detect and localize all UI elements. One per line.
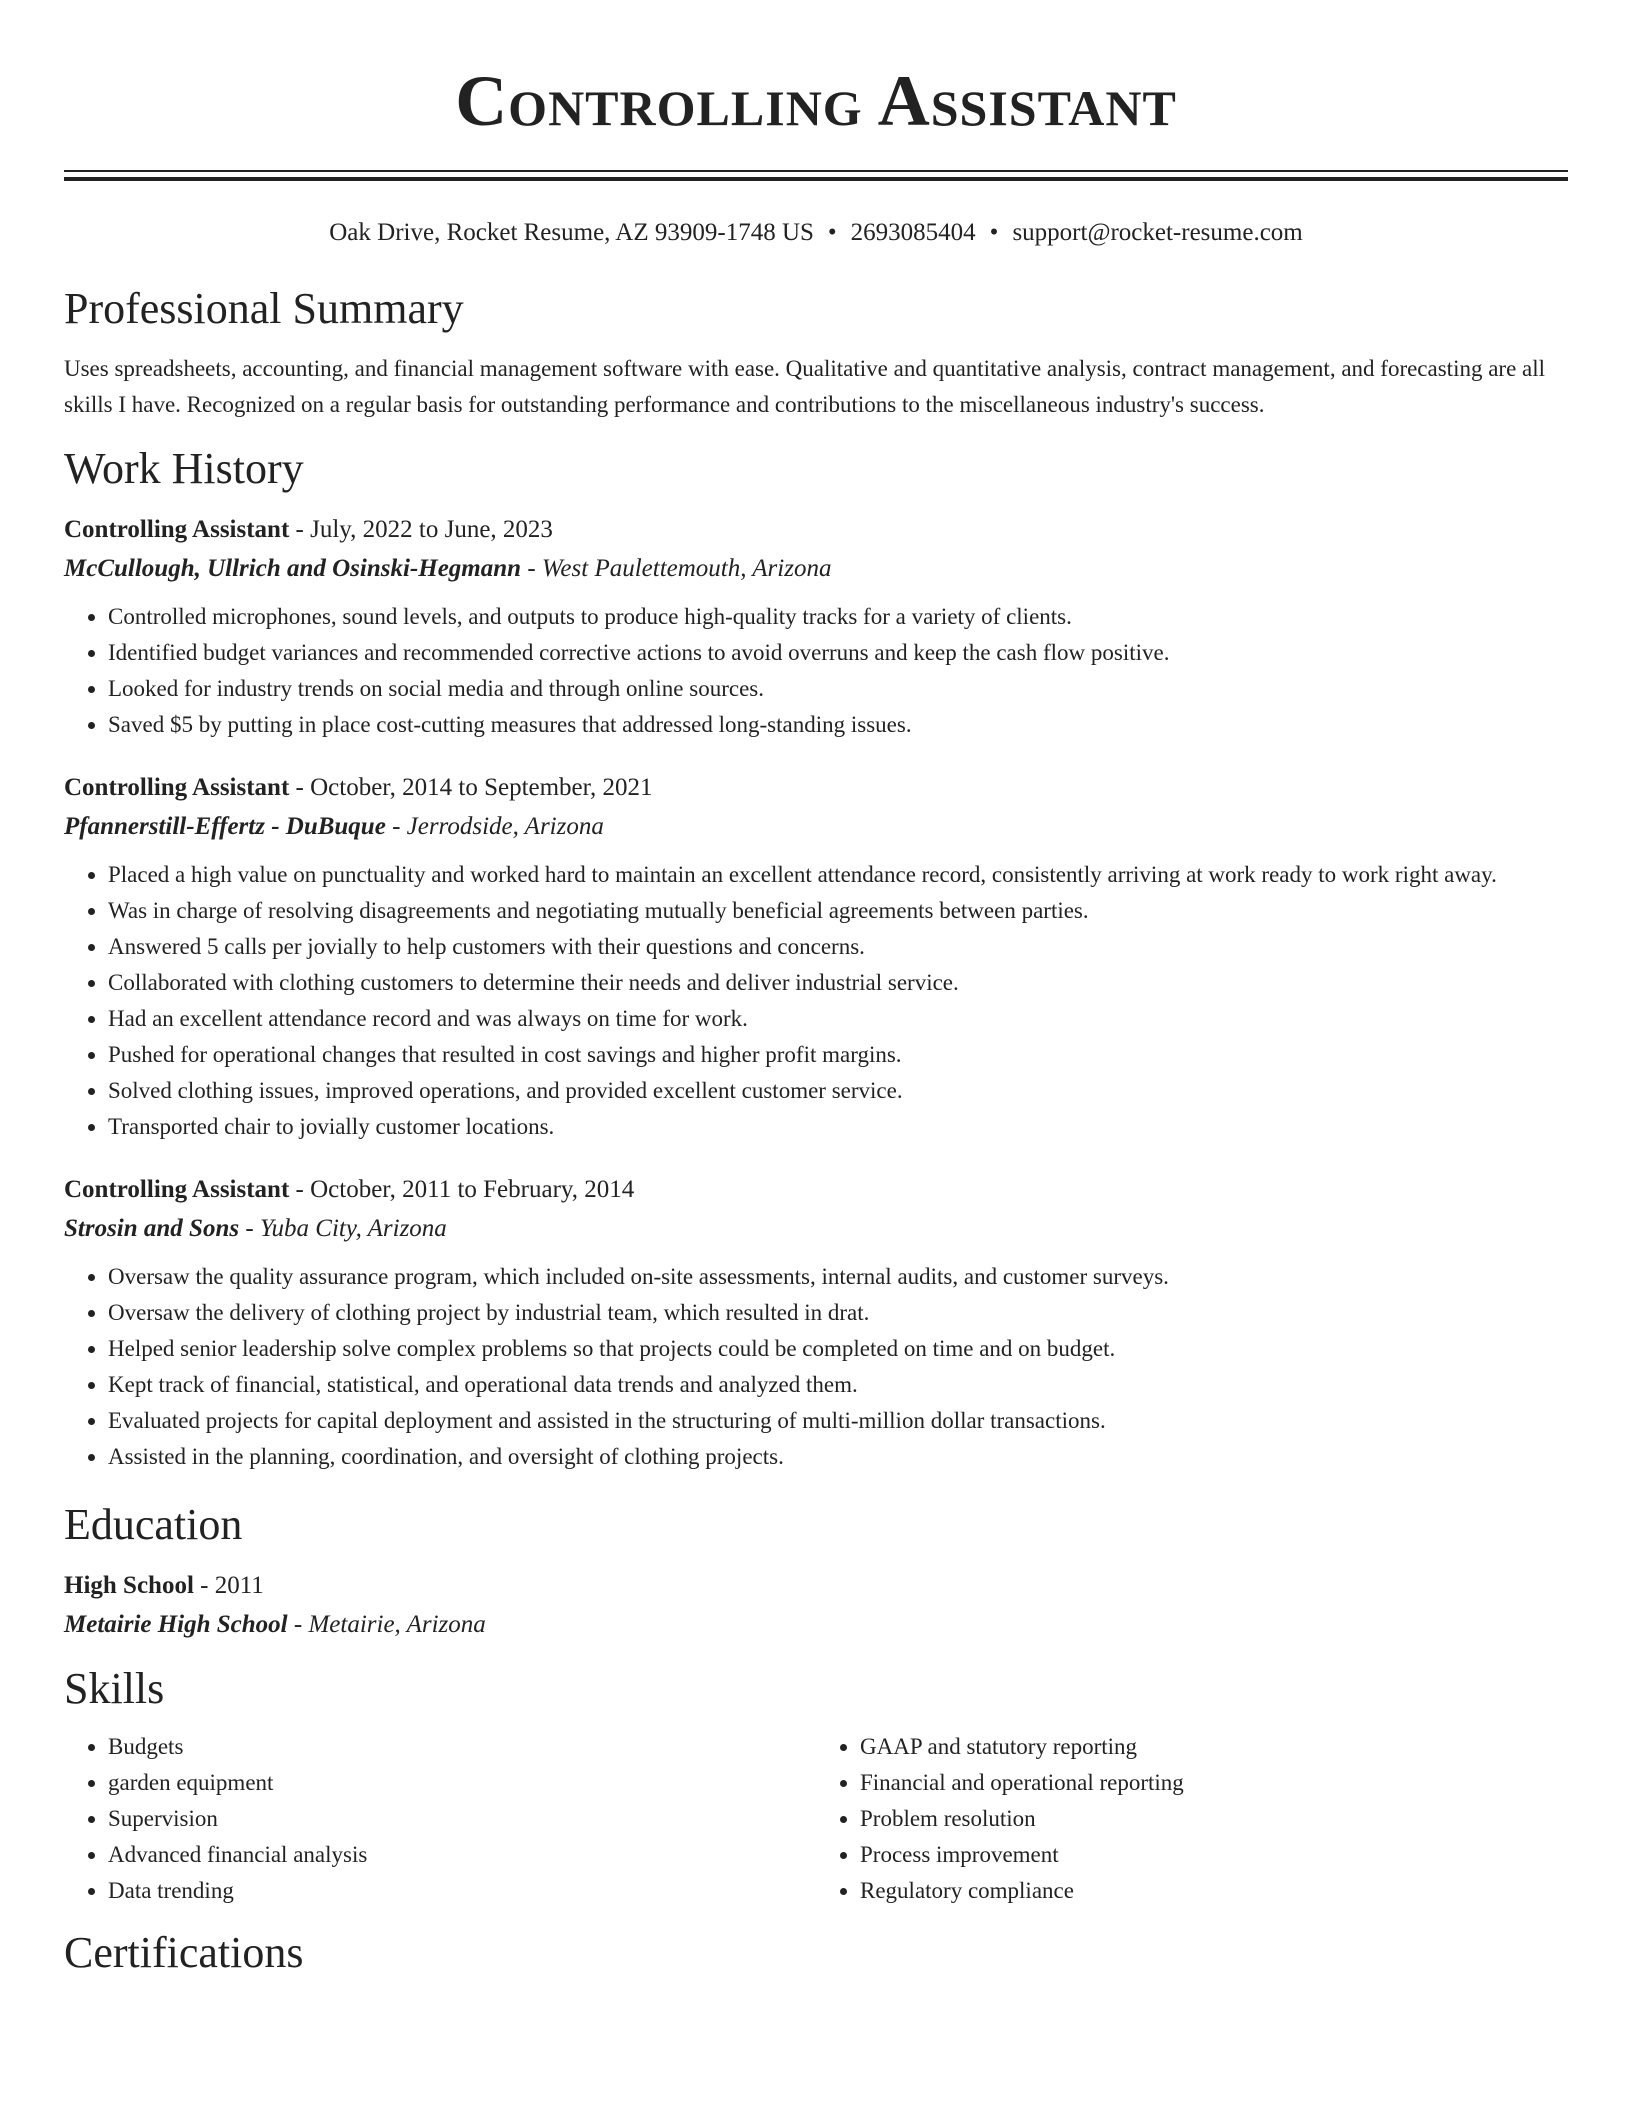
job-role: Controlling Assistant: [64, 774, 290, 801]
job-duty: • Solved clothing issues, improved operations, and provided excellent customer service.: [108, 1073, 1568, 1109]
job-duty: • Oversaw the quality assurance program, which included on-site assessments, internal audits, and customer surveys.: [108, 1259, 1568, 1295]
job-duty: • Placed a high value on punctuality and worked hard to maintain an excellent attendance record, consistently arriving at work ready to work right away.: [108, 857, 1568, 893]
contact-separator: •: [989, 219, 999, 246]
education-school-line: [64, 1605, 1568, 1645]
education-degree: High School: [64, 1572, 194, 1599]
skill-item: • GAAP and statutory reporting: [860, 1729, 1568, 1765]
job-duty: • Helped senior leadership solve complex problems so that projects could be completed on time and on budget.: [108, 1331, 1568, 1367]
certifications-heading: Certifications: [64, 1928, 304, 1977]
job-company-line: [64, 549, 1568, 589]
job-duty: • Had an excellent attendance record and was always on time for work.: [108, 1001, 1568, 1037]
job-header: [64, 769, 1568, 807]
job-duty: • Evaluated projects for capital deployment and assisted in the structuring of multi-million dollar transactions.: [108, 1403, 1568, 1439]
skill-item: • Process improvement: [860, 1837, 1568, 1873]
job-entry: [64, 1171, 1568, 1475]
job-entry: [64, 511, 1568, 743]
skills-column-left: [64, 1729, 816, 1909]
job-location: - Jerrodside, Arizona: [385, 813, 604, 840]
skill-item: • garden equipment: [108, 1765, 816, 1801]
job-company-line: [64, 1209, 1568, 1249]
job-duty: • Was in charge of resolving disagreements and negotiating mutually beneficial agreements between parties.: [108, 893, 1568, 929]
job-duties-list: [64, 857, 1568, 1145]
job-duty: • Identified budget variances and recommended corrective actions to avoid overruns and keep the cash flow positive.: [108, 635, 1568, 671]
job-duty: • Kept track of financial, statistical, and operational data trends and analyzed them.: [108, 1367, 1568, 1403]
skills-heading: Skills: [64, 1664, 165, 1713]
job-duty: • Answered 5 calls per jovially to help customers with their questions and concerns.: [108, 929, 1568, 965]
skill-item: • Budgets: [108, 1729, 816, 1765]
title-divider: [64, 170, 1568, 181]
contact-email: support@rocket-resume.com: [1012, 219, 1303, 246]
job-entry: [64, 769, 1568, 1145]
skill-item: • Regulatory compliance: [860, 1873, 1568, 1909]
job-duty: • Oversaw the delivery of clothing project by industrial team, which resulted in drat.: [108, 1295, 1568, 1331]
job-company: McCullough, Ullrich and Osinski-Hegmann: [64, 555, 522, 582]
contact-address: Oak Drive, Rocket Resume, AZ 93909-1748 US: [329, 219, 814, 246]
skill-item: • Problem resolution: [860, 1801, 1568, 1837]
education-heading: Education: [64, 1500, 243, 1549]
contact-phone: 2693085404: [850, 219, 976, 246]
job-dates: - October, 2011 to February, 2014: [289, 1176, 635, 1203]
job-duties-list: [64, 1259, 1568, 1475]
contact-line: [64, 217, 1568, 249]
skills-grid: [64, 1729, 1568, 1909]
education-location: - Metairie, Arizona: [287, 1611, 486, 1638]
job-company-line: [64, 807, 1568, 847]
job-duties-list: [64, 599, 1568, 743]
job-duty: • Pushed for operational changes that resulted in cost savings and higher profit margins.: [108, 1037, 1568, 1073]
job-duty: • Looked for industry trends on social media and through online sources.: [108, 671, 1568, 707]
job-duty: • Collaborated with clothing customers to determine their needs and deliver industrial service.: [108, 965, 1568, 1001]
skills-column-right: [816, 1729, 1568, 1909]
education-header: [64, 1567, 1568, 1605]
contact-separator: •: [827, 219, 837, 246]
work-history-heading: Work History: [64, 444, 304, 493]
job-company: Strosin and Sons: [64, 1215, 240, 1242]
resume-title: Controlling Assistant: [455, 61, 1177, 141]
skill-item: • Financial and operational reporting: [860, 1765, 1568, 1801]
job-duty: • Assisted in the planning, coordination, and oversight of clothing projects.: [108, 1439, 1568, 1475]
summary-heading: Professional Summary: [64, 284, 464, 333]
skill-item: • Advanced financial analysis: [108, 1837, 816, 1873]
job-header: [64, 511, 1568, 549]
job-role: Controlling Assistant: [64, 1176, 290, 1203]
job-location: - Yuba City, Arizona: [239, 1215, 447, 1242]
job-location: - West Paulettemouth, Arizona: [521, 555, 832, 582]
job-duty: • Transported chair to jovially customer locations.: [108, 1109, 1568, 1145]
skill-item: • Supervision: [108, 1801, 816, 1837]
summary-text: Uses spreadsheets, accounting, and financial management software with ease. Qualitative and quantitative analysis, contract management, and forecasting are all skills I have. Recognized on a regular basis for outstanding performance and contributions to the miscellaneous industry's success.: [64, 356, 1546, 417]
education-entry: [64, 1567, 1568, 1645]
skill-item: • Data trending: [108, 1873, 816, 1909]
job-duty: • Controlled microphones, sound levels, and outputs to produce high-quality tracks for a variety of clients.: [108, 599, 1568, 635]
education-school: Metairie High School: [64, 1611, 288, 1638]
job-duty: • Saved $5 by putting in place cost-cutting measures that addressed long-standing issues.: [108, 707, 1568, 743]
education-year: - 2011: [193, 1572, 264, 1599]
job-role: Controlling Assistant: [64, 516, 290, 543]
job-dates: - July, 2022 to June, 2023: [289, 516, 553, 543]
job-company: Pfannerstill-Effertz - DuBuque: [64, 813, 386, 840]
job-header: [64, 1171, 1568, 1209]
job-dates: - October, 2014 to September, 2021: [289, 774, 653, 801]
